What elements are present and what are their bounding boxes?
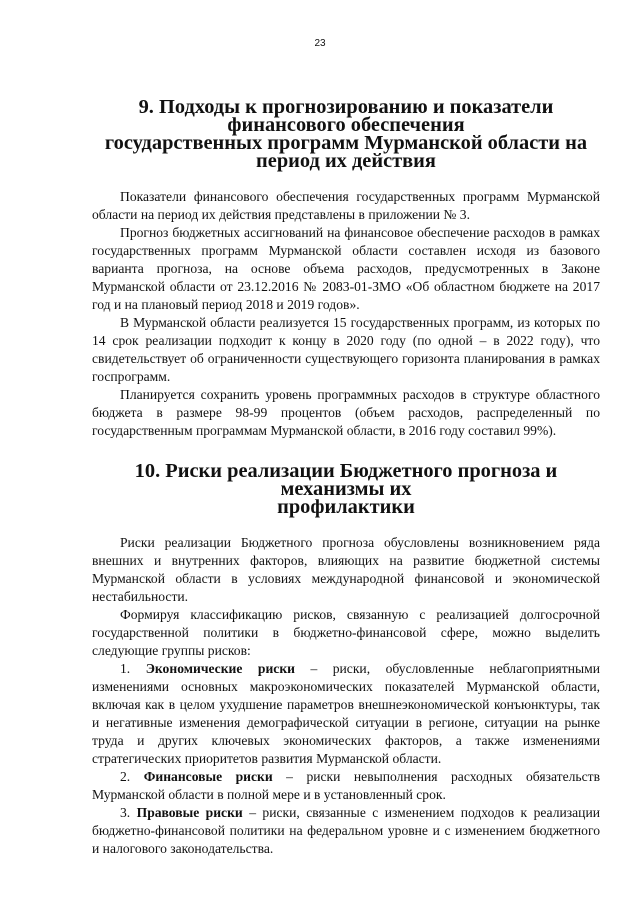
risk-item-number: 2. <box>120 769 131 784</box>
risk-item-financial <box>92 768 600 804</box>
section-10-heading <box>92 462 600 516</box>
section-10-paragraph-1: Риски реализации Бюджетного прогноза обусловлены возникновением ряда внешних и внутренних факторов, влияющих на развитие бюджетной системы Мурманской области в условиях международной финансовой и экономической нестабильности. <box>92 535 600 604</box>
risk-item-number: 1. <box>120 661 131 676</box>
risk-item-title: Правовые риски <box>136 805 250 820</box>
section-9-heading <box>92 98 600 170</box>
section-10-heading-line-2: профилактики <box>277 496 415 518</box>
section-9-heading-line-1: 9. Подходы к прогнозированию и показатели финансового обеспечения <box>138 96 554 136</box>
section-10-heading-line-1: 10. Риски реализации Бюджетного прогноза и механизмы их <box>134 460 558 500</box>
risk-item-economic <box>92 660 600 768</box>
section-9-paragraph-2: Прогноз бюджетных ассигнований на финансовое обеспечение расходов в рамках государственных программ Мурманской области составлен исходя из базового варианта прогноза, на основе объема расходов, предусмотренных в Законе Мурманской области от 23.12.2016 № 2083-01-ЗМО «Об областном бюджете на 2017 год и на плановый период 2018 и 2019 годов». <box>92 225 600 312</box>
risk-item-legal <box>92 804 600 858</box>
section-9-paragraph-1: Показатели финансового обеспечения государственных программ Мурманской области на период их действия представлены в приложении № 3. <box>92 189 600 222</box>
risk-item-text: – риски невыполнения расходных обязательств Мурманской области в полной мере и в установленный срок. <box>92 769 600 802</box>
risk-item-title: Экономические риски <box>145 661 311 676</box>
document-body <box>92 98 600 858</box>
section-9-heading-line-2: государственных программ Мурманской области на период их действия <box>104 132 588 172</box>
risk-item-number: 3. <box>120 805 131 820</box>
risk-item-text: – риски, обусловленные неблагоприятными изменениями основных макроэкономических показателей Мурманской области, включая как в целом ухудшение параметров внешнеэкономической конъюнктуры, так и негативные изменения демографической ситуации в регионе, ситуации на рынке труда и других ключевых экономических факторов, а также изменениями стратегических приоритетов развития Мурманской области. <box>92 661 600 766</box>
section-9-paragraph-3: В Мурманской области реализуется 15 государственных программ, из которых по 14 срок реализации подходит к концу в 2020 году (по одной – в 2022 году), что свидетельствует об ограниченности существующего горизонта планирования в рамках госпрограмм. <box>92 315 600 384</box>
page-number: 23 <box>314 38 326 49</box>
risk-item-title: Финансовые риски <box>143 769 287 784</box>
risk-item-text: – риски, связанные с изменением подходов к реализации бюджетно-финансовой политики на федеральном уровне и с изменением бюджетного и налогового законодательства. <box>92 805 600 856</box>
section-9-paragraph-4: Планируется сохранить уровень программных расходов в структуре областного бюджета в размере 98-99 процентов (объем расходов, распределенный по государственным программам Мурманской области, в 2016 году составил 99%). <box>92 387 600 438</box>
section-10-paragraph-2: Формируя классификацию рисков, связанную с реализацией долгосрочной государственной политики в бюджетно-финансовой сфере, можно выделить следующие группы рисков: <box>92 607 600 658</box>
